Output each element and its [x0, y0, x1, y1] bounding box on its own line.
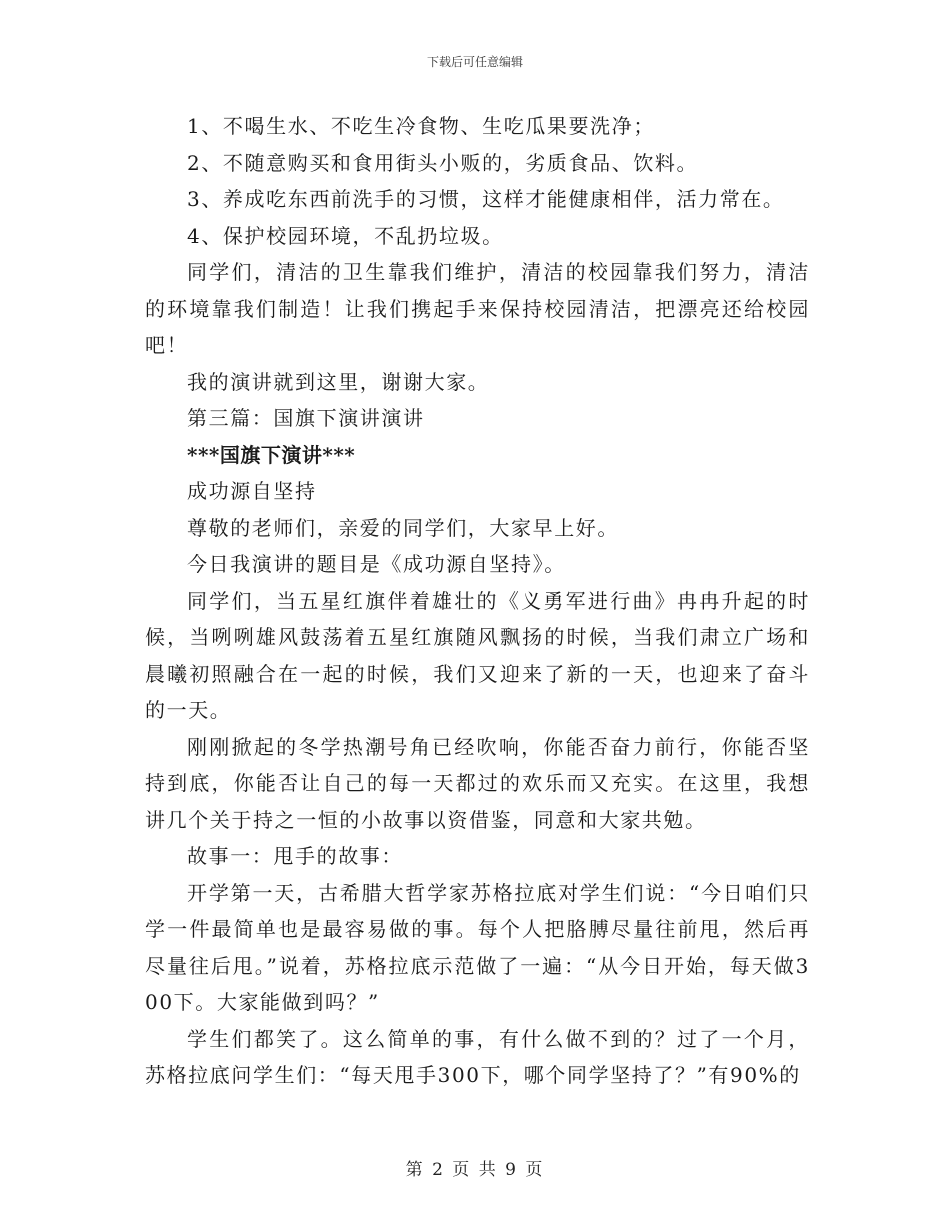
paragraph: 开学第一天，古希腊大哲学家苏格拉底对学生们说：“今日咱们只学一件最简单也是最容易做的事。每个人把胳膊尽量往前甩，然后再尽量往后甩。”说着，苏格拉底示范做了一遍：“从今日开始，每天做300下。大家能做到吗？” [145, 880, 810, 1014]
story-heading: 故事一：甩手的故事： [187, 844, 403, 868]
paragraph: 刚刚掀起的冬学热潮号角已经吹响，你能否奋力前行，你能否坚持到底，你能否让自己的每一天都过的欢乐而又充实。在这里，我想讲几个关于持之一恒的小故事以资借鉴，同意和大家共勉。 [145, 734, 810, 832]
paragraph: 同学们，清洁的卫生靠我们维护，清洁的校园靠我们努力，清洁的环境靠我们制造！让我们携起手来保持校园清洁，把漂亮还给校园吧！ [145, 260, 810, 357]
paragraph: 今日我演讲的题目是《成功源自坚持》。 [187, 552, 566, 576]
paragraph: 1、不喝生水、不吃生冷食物、生吃瓜果要洗净； [187, 114, 655, 138]
paragraph: 学生们都笑了。这么简单的事，有什么做不到的？过了一个月，苏格拉底问学生们：“每天甩手300下，哪个同学坚持了？”有90%的 [145, 1026, 810, 1087]
section-heading: 第三篇：国旗下演讲演讲 [187, 406, 425, 430]
document-body [145, 108, 810, 1094]
paragraph: 4、保护校园环境，不乱扔垃圾。 [187, 223, 504, 248]
paragraph: 我的演讲就到这里，谢谢大家。 [187, 369, 490, 394]
page-header: 下载后可任意编辑 [426, 55, 523, 69]
paragraph: 同学们，当五星红旗伴着雄壮的《义勇军进行曲》冉冉升起的时候，当咧咧雄风鼓荡着五星红旗随风飘扬的时候，当我们肃立广场和晨曦初照融合在一起的时候，我们又迎来了新的一天，也迎来了奋斗的一天。 [145, 588, 810, 722]
paragraph: 3、养成吃东西前洗手的习惯，这样才能健康相伴，活力常在。 [187, 187, 785, 211]
page-footer: 第 2 页 共 9 页 [405, 1160, 545, 1180]
paragraph: 2、不随意购买和食用街头小贩的，劣质食品、饮料。 [187, 150, 699, 175]
speech-title: ***国旗下演讲*** [187, 442, 356, 467]
paragraph: 尊敬的老师们，亲爱的同学们，大家早上好。 [187, 515, 619, 540]
speech-subtitle: 成功源自坚持 [187, 479, 317, 503]
